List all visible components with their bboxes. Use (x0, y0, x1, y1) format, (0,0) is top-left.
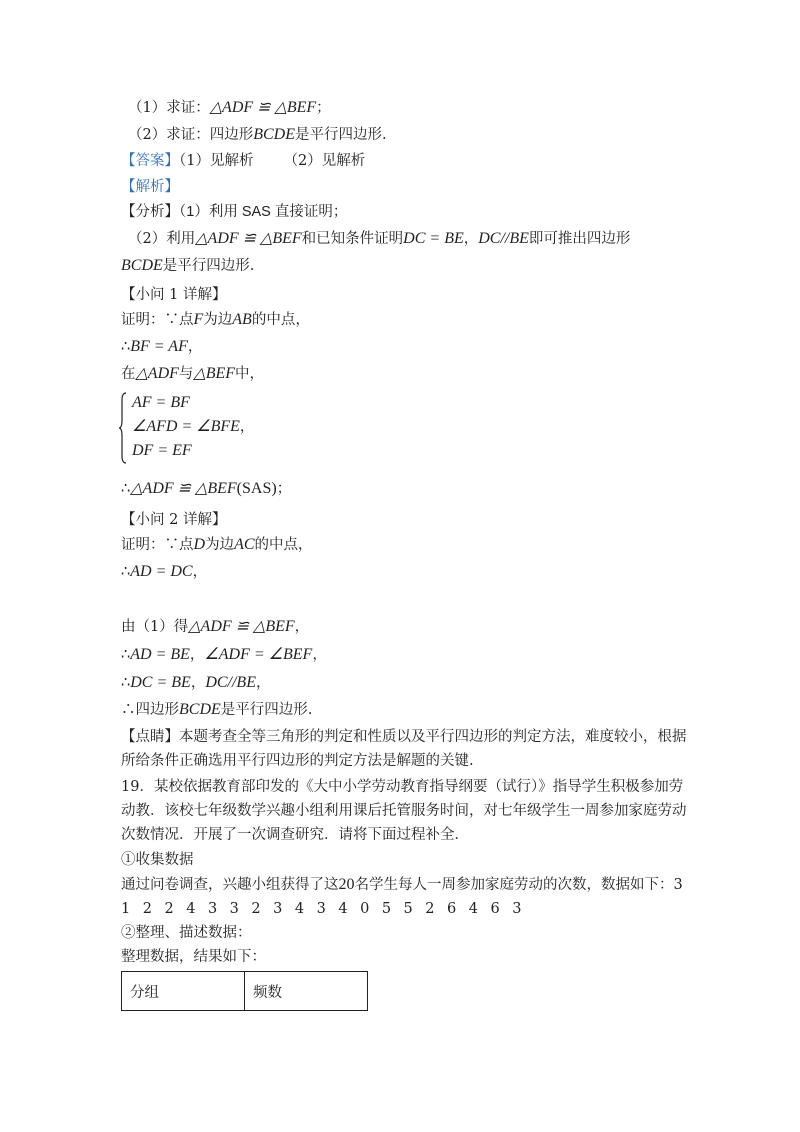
sub2-l1-math2: AC (234, 536, 255, 553)
sub2-l2-therefore: ∴ (121, 564, 131, 580)
sub2-l6-a: ∴四边形 (121, 702, 179, 718)
sub2-l6-b: 是平行四边形. (220, 702, 313, 718)
q19-organize: ②整理、描述数据： (121, 925, 252, 941)
system-eq2 (132, 417, 254, 437)
data-value: 2 (164, 901, 174, 917)
sub1-l3-a: 在 (121, 366, 136, 382)
q18-part1-suffix: ； (316, 100, 331, 116)
sub2-l5-therefore: ∴ (121, 675, 131, 691)
q19-collect: ①收集数据 (121, 852, 194, 868)
data-value: 1 (121, 901, 131, 917)
sub2-line1 (121, 535, 313, 555)
q18-part2-math: BCDE (253, 126, 296, 143)
data-value: 3 (316, 901, 326, 917)
sub1-l1-c: 的中点， (251, 312, 310, 328)
data-value: 5 (381, 901, 392, 917)
data-value: 5 (403, 901, 413, 917)
sub1-line3 (121, 364, 264, 384)
fenxi-line2-a: （2）利用 (128, 231, 196, 247)
sub2-l3-a: 由（1）得 (121, 619, 189, 635)
data-value: 0 (360, 901, 370, 917)
sub1-l3-math2: △BEF (193, 365, 236, 382)
sub1-concl-sas: (SAS) (236, 480, 277, 497)
data-value: 3 (229, 901, 239, 917)
q19-survey-a: 通过问卷调查，兴趣小组获得了这 (121, 877, 339, 893)
sub2-l4-math1: AD = BE (130, 646, 190, 663)
sub1-conclusion (121, 479, 291, 499)
fenxi-line2-math1: △ADF ≌ △BEF (195, 230, 302, 247)
answer-part2: （2）见解析 (283, 153, 366, 169)
sub2-l5-math1: DC = BE (130, 674, 191, 691)
sub2-l1-a: 证明：∵点 (121, 537, 194, 553)
sub1-l3-c: 中， (235, 366, 265, 382)
sub2-l1-c: 的中点， (254, 537, 313, 553)
sub2-l5-c: ， (255, 675, 271, 691)
q18-part2 (128, 125, 387, 145)
data-value: 4 (186, 901, 196, 917)
sub1-l2-therefore: ∴ (121, 339, 131, 355)
fenxi-line3-math: BCDE (121, 257, 163, 274)
table-header-frequency: 频数 (245, 972, 368, 1011)
sub1-concl-math: △ADF ≌ △BEF (130, 480, 237, 497)
fenxi-line2 (128, 229, 630, 249)
data-value: 4 (468, 901, 478, 917)
sub2-l5-math2: DC//BE (205, 674, 256, 691)
system-eq2-math: ∠AFD = ∠BFE (132, 418, 240, 435)
data-value: 3 (273, 901, 283, 917)
fenxi-line2-d: 即可推出四边形 (528, 231, 631, 247)
data-value: 3 (207, 901, 218, 917)
sub2-line6 (121, 700, 312, 720)
q19-organize-result: 整理数据，结果如下： (121, 949, 266, 965)
sub2-l5-b: ， (190, 675, 206, 691)
data-value: 4 (338, 901, 348, 917)
sub2-line2 (121, 562, 207, 582)
q19-survey-num: 20 (338, 876, 355, 893)
data-value: 4 (294, 901, 305, 917)
q19-survey (121, 875, 683, 895)
table-header-row (122, 972, 368, 1011)
sub2-l4-math2: ∠ADF = ∠BEF (204, 646, 313, 663)
sub1-l1-math1: F (193, 311, 204, 328)
q18-part1-text: （1）求证： (128, 100, 210, 116)
q19-line1: 19．某校依据教育部印发的《大中小学劳动教育指导纲要（试行）》指导学生积极参加劳 (121, 779, 684, 795)
table-header-group: 分组 (122, 972, 245, 1011)
dianjing-line1 (121, 727, 687, 747)
q19-survey-b: 名学生每人一周参加家庭劳动的次数，数据如下：3 (354, 877, 683, 893)
answer-line (121, 151, 365, 171)
sub1-l3-b: 与 (178, 366, 194, 382)
data-value: 6 (490, 901, 500, 917)
sub1-l2-b: ， (187, 339, 203, 355)
fenxi-line2-b: 和已知条件证明 (301, 231, 404, 247)
fenxi-text1: （1）利用 SAS 直接证明； (179, 204, 348, 220)
sub1-line2 (121, 337, 202, 357)
fenxi-line1 (121, 202, 347, 222)
sub2-l4-therefore: ∴ (121, 647, 131, 663)
data-value: 2 (425, 901, 435, 917)
data-value: 6 (447, 901, 457, 917)
q18-part2-text: （2）求证：四边形 (128, 127, 254, 143)
fenxi-line3-b: 是平行四边形. (162, 258, 255, 274)
system-eq3: DF = EF (132, 442, 192, 459)
sub1-concl-therefore: ∴ (121, 481, 131, 497)
sub2-line3 (121, 617, 309, 637)
fenxi-tag: 【分析】 (121, 204, 179, 220)
answer-tag: 【答案】 (121, 153, 179, 169)
data-value: 2 (251, 901, 261, 917)
q19-data-row (121, 899, 534, 919)
analysis-tag: 【解析】 (121, 179, 179, 195)
sub2-l1-math1: D (193, 536, 206, 553)
q18-part2-suffix: 是平行四边形. (295, 127, 387, 143)
sub1-title: 【小问 1 详解】 (121, 287, 227, 303)
sub2-l2-b: ， (192, 564, 208, 580)
q18-part1 (128, 98, 331, 118)
sub2-l4-b: ， (189, 647, 205, 663)
sub1-l1-b: 为边 (203, 312, 233, 328)
q19-line2: 动教．该校七年级数学兴趣小组利用课后托管服务时间，对七年级学生一周参加家庭劳动 (121, 803, 687, 819)
fenxi-line3 (121, 256, 254, 276)
sub1-l3-math1: △ADF (135, 365, 179, 382)
sub1-l1-math2: AB (232, 311, 252, 328)
q18-part1-math: △ADF ≌ △BEF (209, 99, 317, 116)
sub2-line4 (121, 645, 327, 665)
fenxi-line2-math2: DC = BE (403, 230, 464, 247)
sub1-l1-a: 证明：∵点 (121, 312, 194, 328)
system-eq2-tail: ， (239, 419, 255, 435)
system-eq1: AF = BF (132, 394, 190, 411)
dianjing-tag: 【点睛】 (121, 729, 179, 745)
sub2-l1-b: 为边 (205, 537, 235, 553)
sub1-concl-b: ； (276, 481, 292, 497)
frequency-table (121, 971, 368, 1011)
answer-part1: （1）见解析 (179, 153, 254, 169)
sub2-l3-math: △ADF ≌ △BEF (188, 618, 295, 635)
q19-line3: 次数情况．开展了一次调查研究．请将下面过程补全． (121, 827, 469, 843)
fenxi-line2-math3: DC//BE (478, 230, 529, 247)
sub2-title: 【小问 2 详解】 (121, 512, 227, 528)
sub1-l2-math: BF = AF (130, 338, 188, 355)
sub2-line5 (121, 673, 270, 693)
dianjing-line2: 所给条件正确选用平行四边形的判定方法是解题的关键. (121, 753, 474, 769)
sub2-l3-b: ， (294, 619, 310, 635)
sub2-l4-c: ， (312, 647, 327, 663)
data-value: 3 (512, 901, 522, 917)
dianjing-text1: 本题考查全等三角形的判定和性质以及平行四边形的判定方法，难度较小，根据 (179, 729, 687, 745)
sub2-l2-math: AD = DC (130, 563, 193, 580)
data-value: 2 (142, 901, 152, 917)
sub2-l6-math: BCDE (179, 701, 221, 718)
left-brace-icon (119, 392, 127, 464)
fenxi-line2-c: ， (463, 231, 479, 247)
sub1-line1 (121, 310, 310, 330)
